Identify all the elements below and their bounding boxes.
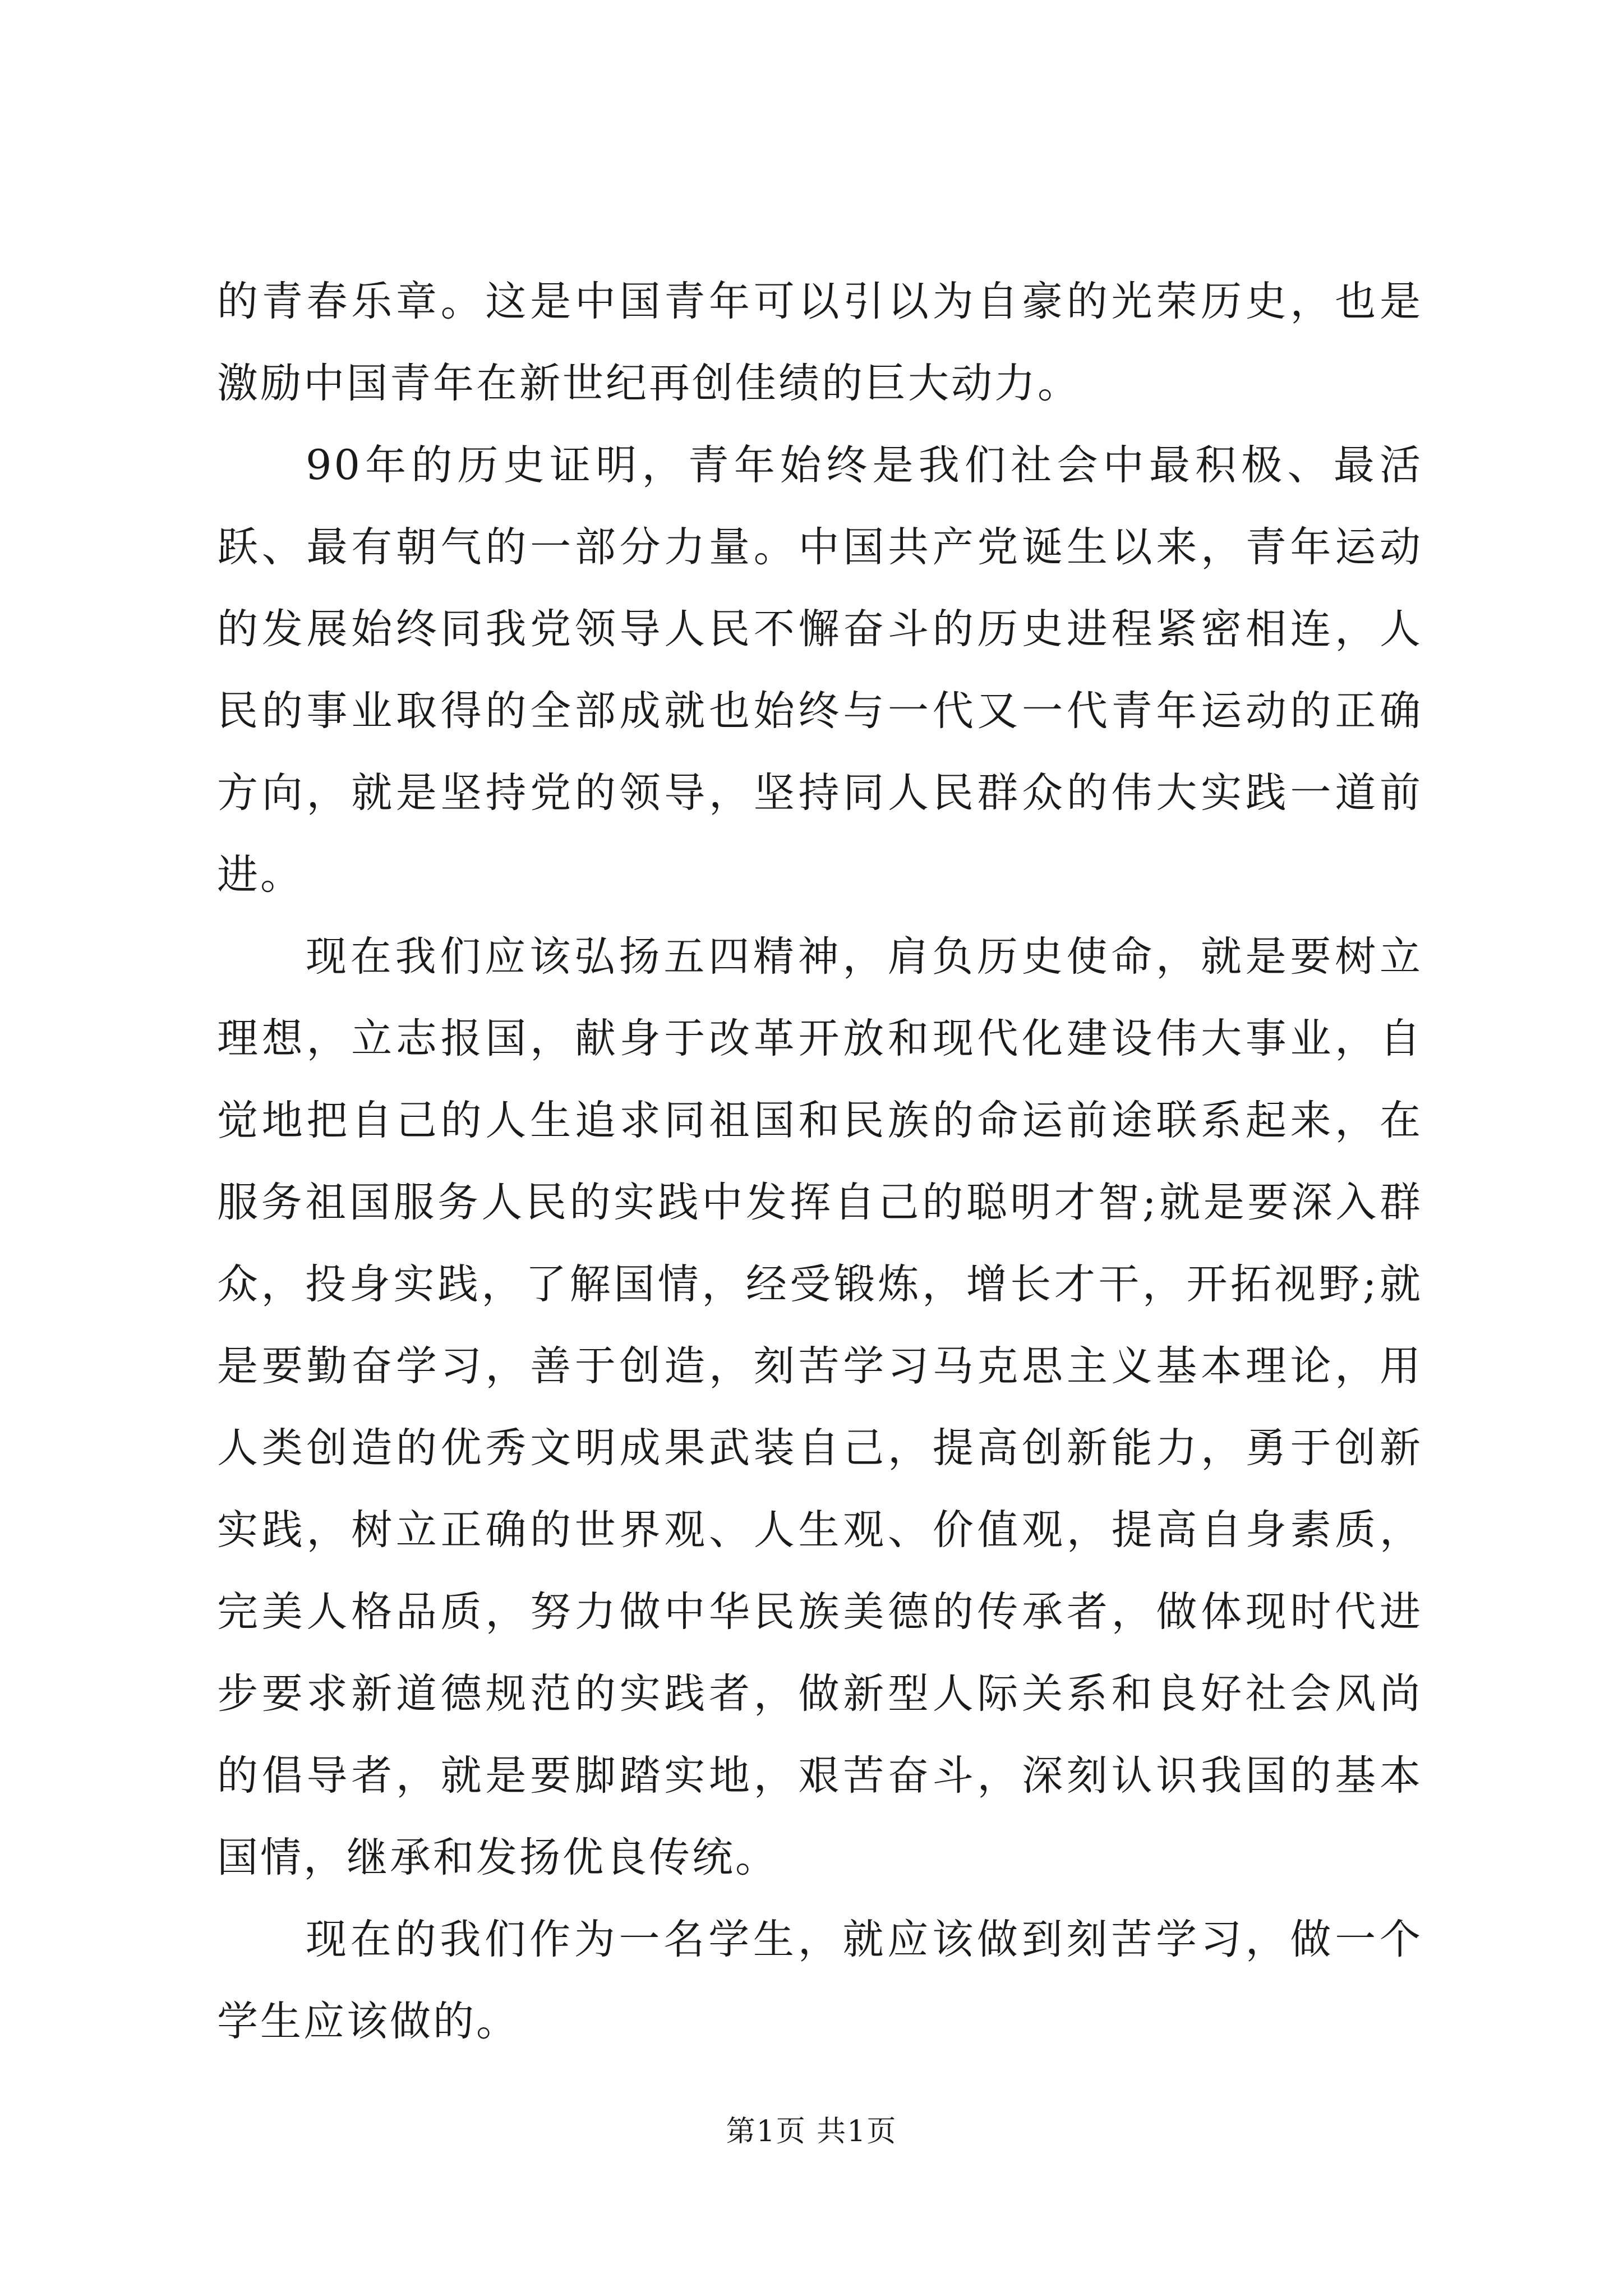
paragraph-3: 现在我们应该弘扬五四精神，肩负历史使命，就是要树立理想，立志报国，献身于改革开放和现代化建设伟大事业，自觉地把自己的人生追求同祖国和民族的命运前途联系起来，在服务祖国服务人民的实践中发挥自己的聪明才智;就是要深入群众，投身实践，了解国情，经受锻炼，增长才干，开拓视野;就是要勤奋学习，善于创造，刻苦学习马克思主义基本理论，用人类创造的优秀文明成果武装自己，提高创新能力，勇于创新实践，树立正确的世界观、人生观、价值观，提高自身素质，完美人格品质，努力做中华民族美德的传承者，做体现时代进步要求新道德规范的实践者，做新型人际关系和良好社会风尚的倡导者，就是要脚踏实地，艰苦奋斗，深刻认识我国的基本国情，继承和发扬优良传统。 bbox=[217, 933, 1423, 1881]
page-footer: 第1页 共1页 bbox=[726, 2115, 897, 2148]
document-body bbox=[217, 261, 1423, 2063]
paragraph-1: 的青春乐章。这是中国青年可以引以为自豪的光荣历史，也是激励中国青年在新世纪再创佳绩的巨大动力。 bbox=[217, 278, 1423, 407]
paragraph-2: 90年的历史证明，青年始终是我们社会中最积极、最活跃、最有朝气的一部分力量。中国共产党诞生以来，青年运动的发展始终同我党领导人民不懈奋斗的历史进程紧密相连，人民的事业取得的全部成就也始终与一代又一代青年运动的正确方向，就是坚持党的领导，坚持同人民群众的伟大实践一道前进。 bbox=[217, 441, 1423, 899]
paragraph-4: 现在的我们作为一名学生，就应该做到刻苦学习，做一个学生应该做的。 bbox=[217, 1916, 1423, 2045]
